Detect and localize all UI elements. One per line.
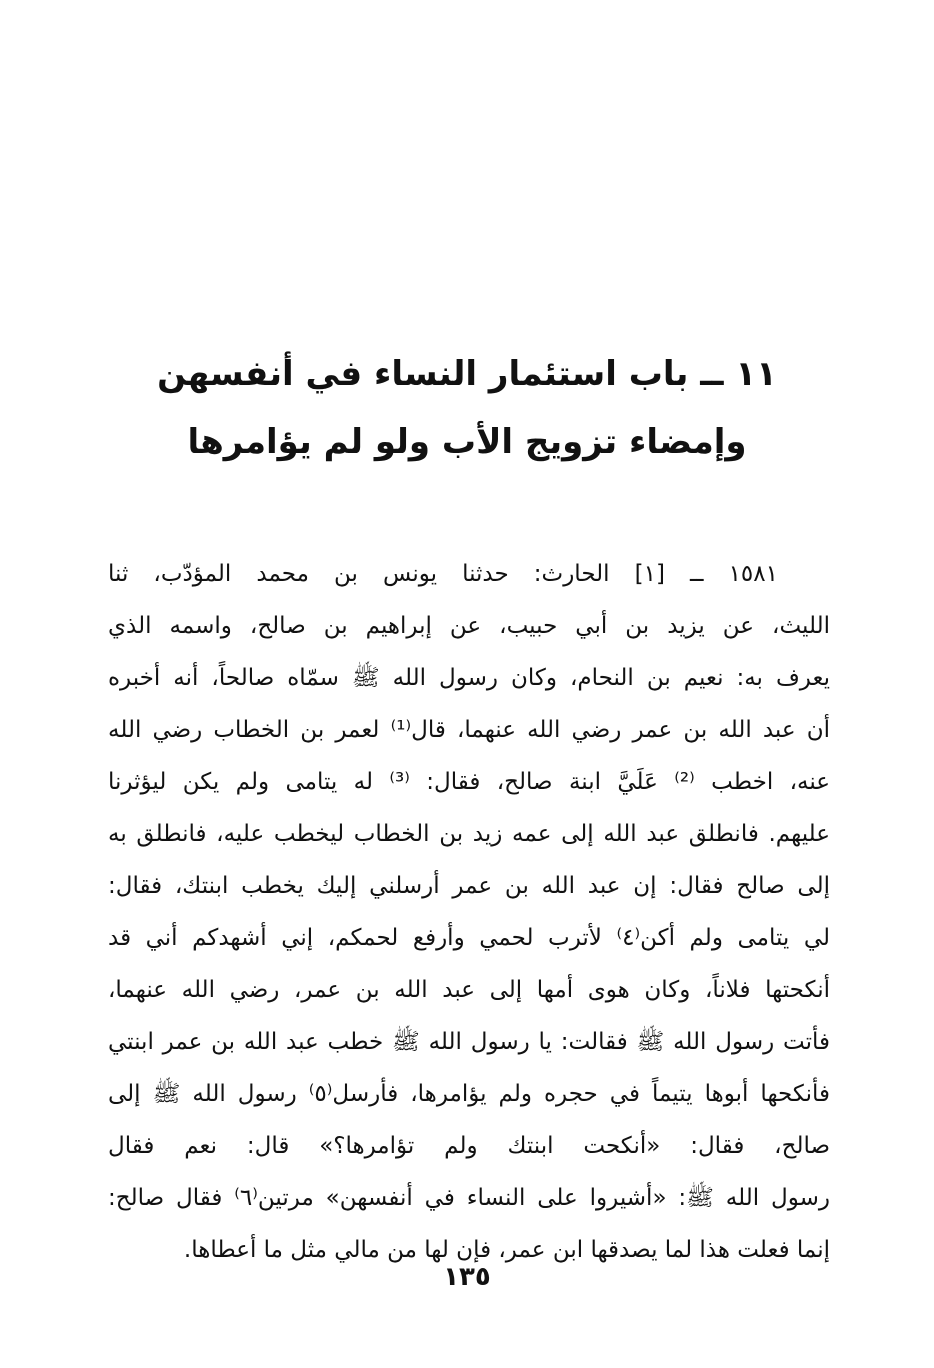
- text-line: إلى صالح فقال: إن عبد الله بن عمر أرسلني إليك يخطب ابنتك، فقال:: [108, 873, 830, 899]
- text-line: أنكحتها فلاناً، وكان هوى أمها إلى عبد الله بن عمر، رضي الله عنهما،: [108, 977, 830, 1003]
- text-line: عنه، اخطب ⁽²⁾ عَلَيَّ ابنة صالح، فقال: ⁽³⁾ له يتامى ولم يكن ليؤثرنا: [108, 769, 830, 795]
- page-number: ١٣٥: [443, 1262, 491, 1292]
- text-line: أن عبد الله بن عمر رضي الله عنهما، قال⁽¹⁾ لعمر بن الخطاب رضي الله: [108, 717, 830, 743]
- text-line: ١٥٨١ ــ [١] الحارث: حدثنا يونس بن محمد المؤدّب، ثنا: [108, 561, 778, 587]
- chapter-title: [110, 340, 824, 476]
- text-line: لي يتامى ولم أكن⁽٤⁾ لأترب لحمي وأرفع لحمكم، إني أشهدكم أني قد: [108, 925, 830, 951]
- text-line: صالح، فقال: «أنكحت ابنتك ولم تؤامرها؟» قال: نعم فقال: [108, 1133, 830, 1159]
- text-line: إنما فعلت هذا لما يصدقها ابن عمر، فإن لها من مالي مثل ما أعطاها.: [183, 1237, 830, 1263]
- text-line: فأتت رسول الله ﷺ فقالت: يا رسول الله ﷺ خطب عبد الله بن عمر ابنتي: [108, 1029, 830, 1055]
- text-line: الليث، عن يزيد بن أبي حبيب، عن إبراهيم بن صالح، واسمه الذي: [108, 613, 830, 639]
- chapter-title-line-2: وإمضاء تزويج الأب ولو لم يؤامرها: [187, 422, 747, 462]
- hadith-text: [108, 548, 830, 1276]
- text-line: فأنكحها أبوها يتيماً في حجره ولم يؤامرها، فأرسل⁽٥⁾ رسول الله ﷺ إلى: [108, 1081, 830, 1107]
- text-line: يعرف به: نعيم بن النحام، وكان رسول الله ﷺ سمّاه صالحاً، أنه أخبره: [108, 665, 830, 691]
- chapter-title-line-1: ١١ ــ باب استئمار النساء في أنفسهن: [157, 354, 777, 394]
- text-line: رسول الله ﷺ: «أشيروا على النساء في أنفسهن» مرتين⁽٦⁾ فقال صالح:: [108, 1185, 830, 1211]
- text-line: عليهم. فانطلق عبد الله إلى عمه زيد بن الخطاب ليخطب عليه، فانطلق به: [108, 821, 830, 847]
